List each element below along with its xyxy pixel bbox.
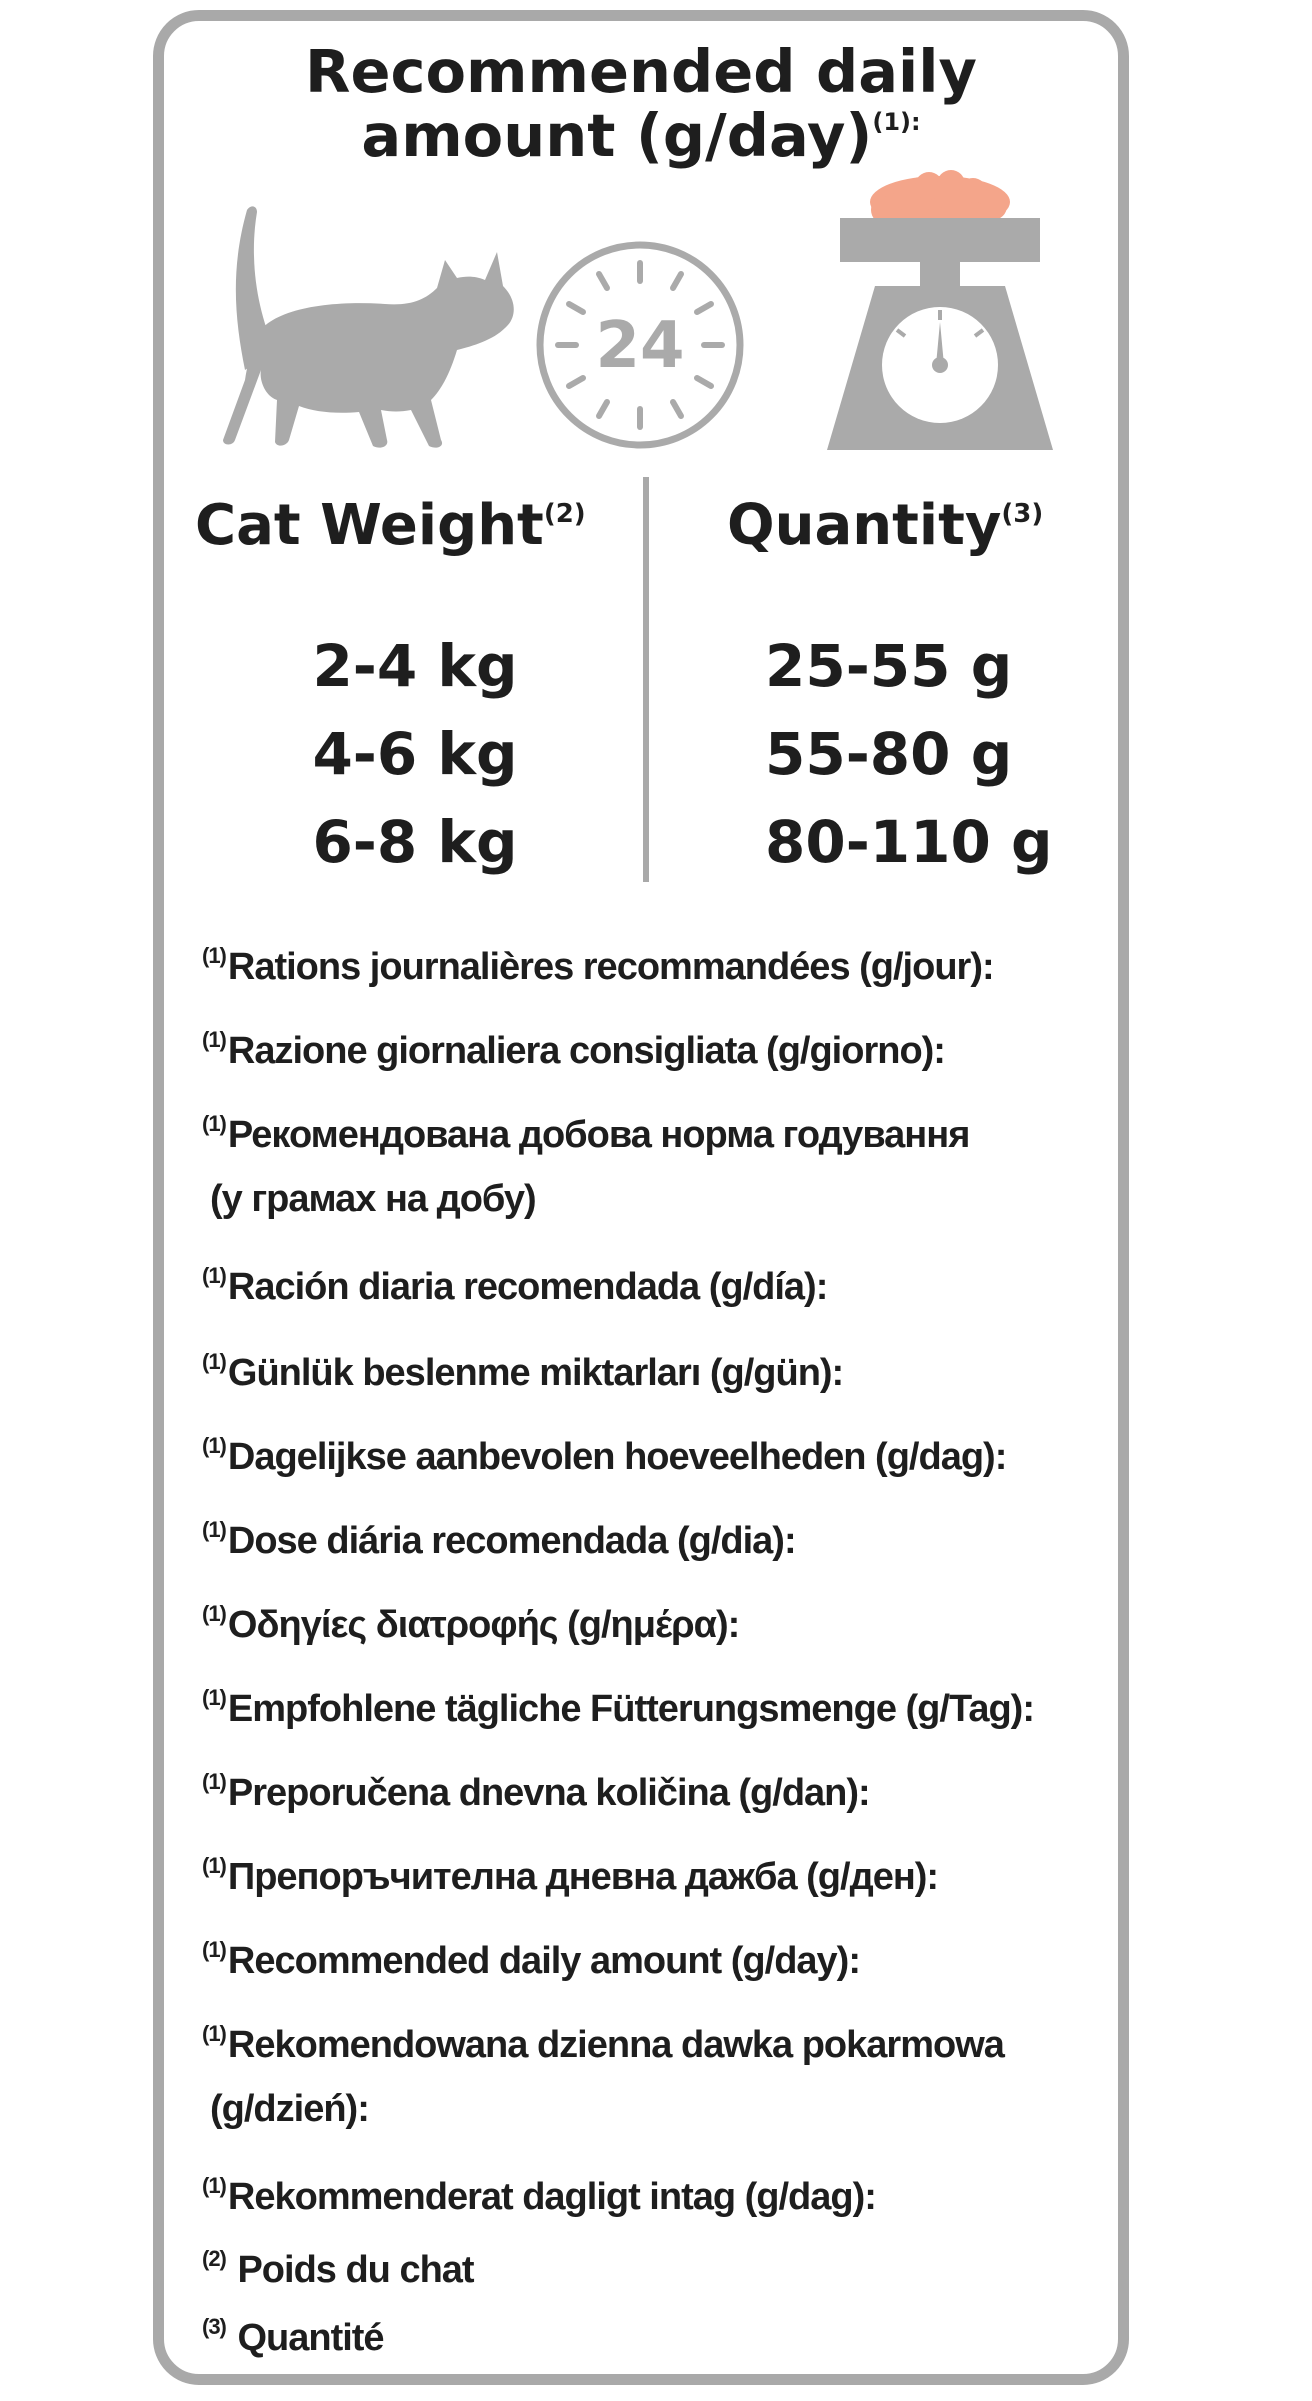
- footnote-cat-weight: $^{(2)}$ Poids du chat: [202, 2246, 474, 2291]
- weight-value: 6-8 kg: [312, 808, 518, 876]
- footnotes: [202, 922, 1112, 2360]
- footnote-pt: $^{(1)}$Dose diária recomendada (g/dia):: [202, 1517, 796, 1562]
- footnote-fr: $^{(1)}$Rations journalières recommandées (g/jour):: [202, 943, 994, 988]
- title-line-2: amount $(g/day)^{(1):}$: [361, 101, 921, 170]
- footnote-it: $^{(1)}$Razione giornaliera consigliata (g/giorno):: [202, 1027, 945, 1072]
- footnote-es: $^{(1)}$Ración diaria recomendada (g/día):: [202, 1263, 828, 1308]
- quantity-value: 55-80 g: [765, 720, 1013, 788]
- footnote-sv: $^{(1)}$Rekommenderat dagligt intag (g/dag):: [202, 2173, 876, 2218]
- clock-24-icon: [530, 235, 750, 455]
- clock-label: 24: [595, 309, 685, 383]
- title-footnote-marker: (1):: [872, 108, 921, 136]
- cat-icon: [205, 200, 525, 450]
- footnote-pl: $^{(1)}$Rekomendowana dzienna dawka pokarmowa (g/dzień):: [202, 2021, 1004, 2130]
- weight-value: 4-6 kg: [312, 720, 518, 788]
- footnote-bg: $^{(1)}$Препоръчителна дневна дажба (g/ден):: [202, 1853, 939, 1898]
- quantity-value: 25-55 g: [765, 632, 1013, 700]
- scale-icon: [825, 160, 1055, 450]
- title-line-1: Recommended daily: [305, 37, 977, 106]
- footnote-de: $^{(1)}$Empfohlene tägliche Fütterungsmenge (g/Tag):: [202, 1685, 1034, 1730]
- footnote-en: $^{(1)}$Recommended daily amount (g/day):: [202, 1937, 860, 1982]
- weight-value: 2-4 kg: [312, 632, 518, 700]
- quantity-value: 80-110 g: [765, 808, 1053, 876]
- column-divider: [643, 477, 649, 882]
- footnote-uk: $^{(1)}$Рекомендована добова норма годування (у грамах на добу): [202, 1111, 970, 1220]
- footnote-nl: $^{(1)}$Dagelijkse aanbevolen hoeveelheden (g/dag):: [202, 1433, 1007, 1478]
- footnote-tr: $^{(1)}$Günlük beslenme miktarları (g/gün):: [202, 1349, 844, 1394]
- footnote-hr: $^{(1)}$Preporučena dnevna količina (g/dan):: [202, 1769, 870, 1814]
- quantity-values: [765, 622, 1055, 886]
- quantity-header: Quantity$^{(3)}$: [727, 493, 1044, 558]
- weight-values: [270, 622, 560, 886]
- footnote-quantity: $^{(3)}$ Quantité: [202, 2314, 384, 2359]
- cat-weight-header: Cat Weight$^{(2)}$: [195, 493, 586, 558]
- footnote-el: $^{(1)}$Οδηγίες διατροφής (g/ημέρα):: [202, 1601, 740, 1646]
